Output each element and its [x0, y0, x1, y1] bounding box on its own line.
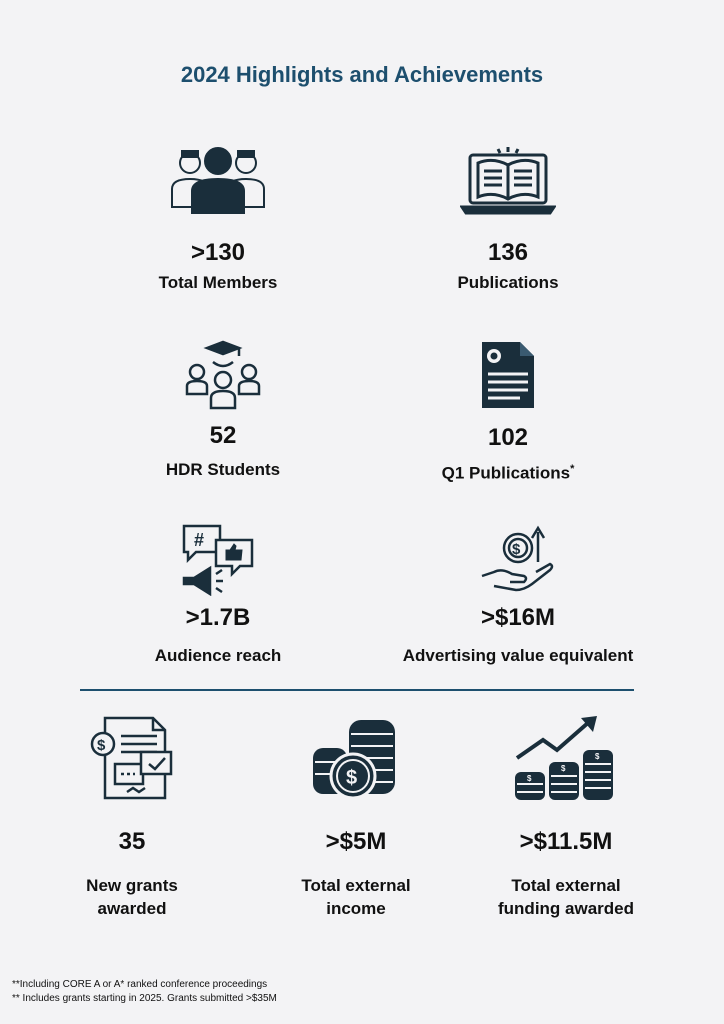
open-book-laptop-icon [460, 145, 556, 215]
q1-label: Q1 Publications [441, 463, 571, 483]
footnote-1: **Including CORE A or A* ranked conference proceedings [12, 979, 268, 990]
hdr-label: HDR Students [165, 460, 281, 479]
funding-label-line1: Total external [511, 876, 621, 895]
section-divider [80, 689, 634, 691]
svg-text:#: # [194, 530, 205, 550]
stat-external-funding [476, 714, 656, 920]
hand-dollar-growth-icon [480, 522, 556, 596]
footnotes [12, 978, 277, 1006]
stat-external-income [266, 714, 446, 920]
q1-footnote-marker: * [570, 463, 575, 475]
members-value: >130 [190, 239, 246, 266]
svg-text:$: $ [561, 764, 566, 773]
q1-value: 102 [487, 424, 529, 451]
coin-stack-icon [311, 714, 401, 802]
income-label-line2: income [326, 899, 386, 918]
grant-document-icon [87, 714, 177, 802]
publications-value: 136 [487, 239, 529, 266]
svg-text:$: $ [527, 774, 532, 783]
stat-new-grants [42, 714, 222, 920]
stat-audience-reach [118, 522, 318, 667]
q1-label-wrap [408, 458, 608, 485]
grants-value: 35 [118, 828, 146, 855]
stat-publications [408, 145, 608, 294]
grants-label-line2: awarded [97, 899, 167, 918]
members-label: Total Members [158, 273, 278, 292]
svg-text:$: $ [595, 752, 600, 761]
ave-value: >$16M [480, 604, 556, 631]
rising-coins-chart-icon [511, 714, 621, 802]
stat-total-members [118, 145, 318, 294]
ave-label: Advertising value equivalent [402, 646, 634, 665]
page-title: 2024 Highlights and Achievements [180, 62, 544, 87]
svg-text:$: $ [512, 541, 521, 558]
footnote-2: ** Includes grants starting in 2025. Grants submitted >$35M [12, 993, 277, 1004]
income-value: >$5M [325, 828, 387, 855]
svg-text:$: $ [346, 767, 358, 789]
hdr-value: 52 [209, 422, 237, 449]
social-media-megaphone-icon [180, 522, 256, 596]
funding-value: >$11.5M [519, 828, 613, 855]
grants-label-line1: New grants [86, 876, 178, 895]
reach-value: >1.7B [185, 604, 251, 631]
income-label-line1: Total external [301, 876, 411, 895]
stat-q1-publications [408, 340, 608, 485]
stat-hdr-students [118, 340, 328, 481]
publications-label: Publications [457, 273, 559, 292]
svg-text:$: $ [97, 737, 106, 754]
certificate-document-icon [480, 340, 536, 410]
stat-advertising-value [388, 522, 648, 667]
funding-label-line2: funding awarded [498, 899, 634, 918]
graduate-students-icon [185, 340, 261, 410]
people-group-icon [168, 145, 268, 215]
reach-label: Audience reach [154, 646, 282, 665]
